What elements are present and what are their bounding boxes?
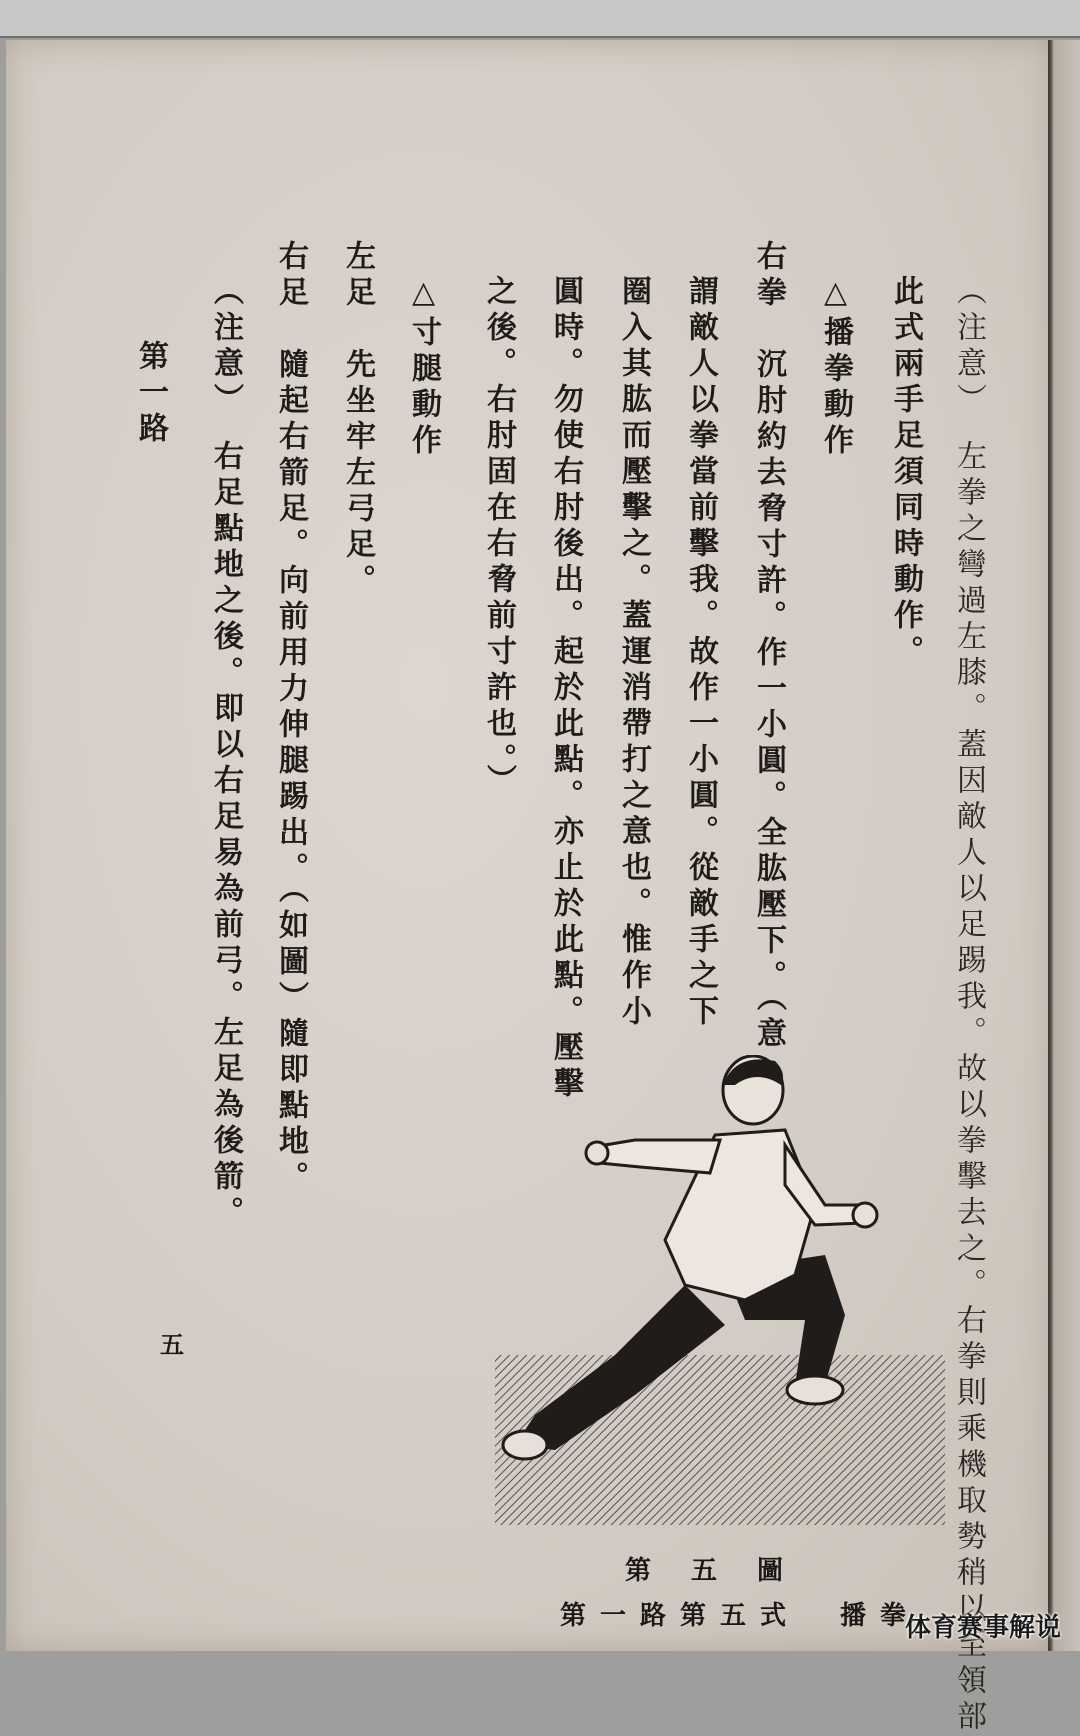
- watermark-text: 体育赛事解说: [905, 1613, 1062, 1643]
- page-number: 五: [160, 1330, 184, 1359]
- figure-subcaption: 第一路第五式 播拳: [560, 1601, 921, 1631]
- text-column-12: （注意） 右足點地之後。即以右足易為前弓。左足為後箭。: [208, 275, 243, 1232]
- figure-left-arm: [600, 1140, 720, 1173]
- text-column-7: 圓時。勿使右肘後出。起於此點。亦止於此點。壓擊: [548, 275, 583, 1103]
- text-column-2: 此式兩手足須同時動作。: [888, 275, 923, 671]
- book-spine: [1048, 40, 1080, 1651]
- text-column-1: （注意） 左拳之彎過左膝。蓋因敵人以足踢我。故以拳擊去之。右拳則乘機取勢稍以至領部: [951, 275, 986, 1736]
- figure-left-fist: [586, 1142, 608, 1164]
- figure-front-shoe: [787, 1376, 843, 1404]
- text-column-11: 右足 隨起右箭足。向前用力伸腿踢出。（如圖）隨即點地。: [273, 240, 308, 1197]
- figure-caption: 第五圖: [625, 1556, 824, 1586]
- martial-arts-figure-illustration: [495, 1055, 950, 1535]
- text-column-13: 第一路: [133, 340, 168, 448]
- figure-back-shoe: [503, 1431, 547, 1459]
- text-column-5: 謂敵人以拳當前擊我。故作一小圓。從敵手之下: [683, 275, 718, 1031]
- text-column-9: △寸腿動作: [406, 275, 441, 460]
- viewer-toolbar: [0, 0, 1080, 38]
- text-column-8: 之後。右肘固在右脅前寸許也。）: [481, 275, 516, 800]
- text-column-10: 左足 先坐牢左弓足。: [340, 240, 375, 600]
- figure-right-fist: [853, 1203, 877, 1227]
- text-column-6: 圈入其肱而壓擊之。蓋運消帶打之意也。惟作小: [616, 275, 651, 1031]
- text-column-3: △播拳動作: [818, 275, 853, 460]
- text-column-4: 右拳 沉肘約去脅寸許。作一小圓。全肱壓下。（意: [751, 240, 786, 1053]
